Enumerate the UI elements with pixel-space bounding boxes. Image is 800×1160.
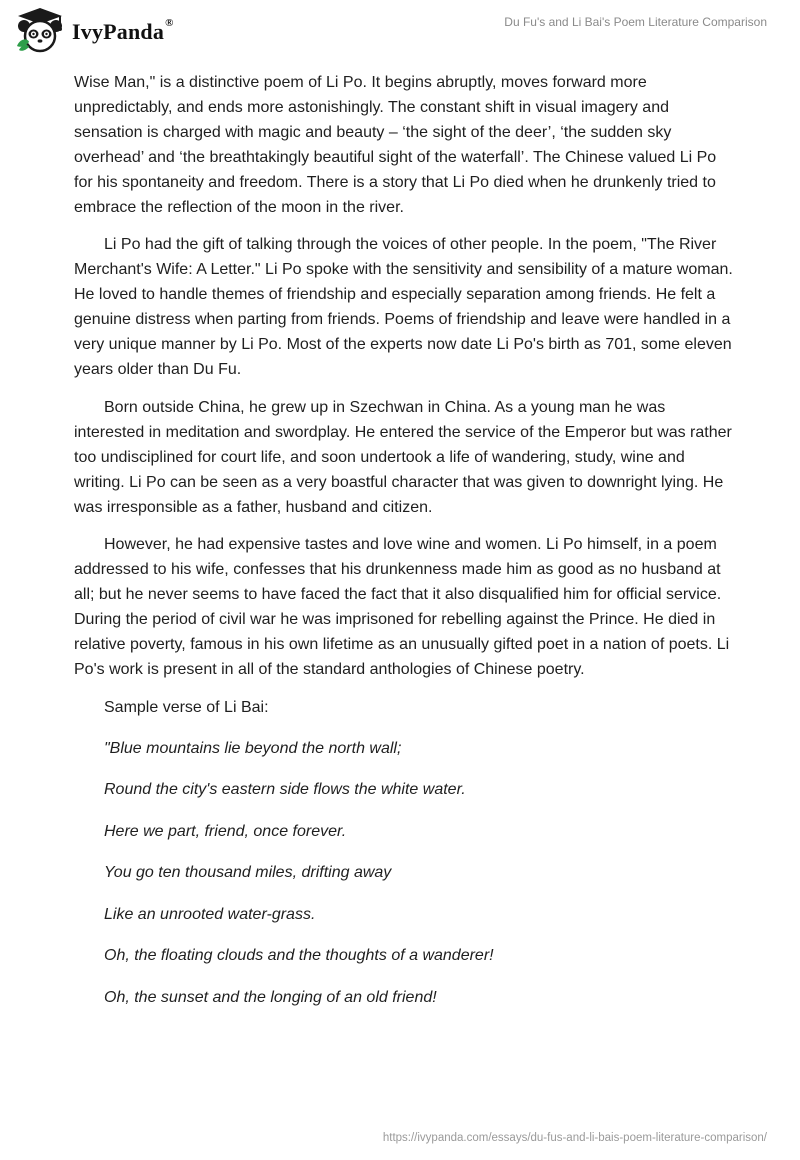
document-title: Du Fu's and Li Bai's Poem Literature Comparison bbox=[504, 15, 767, 29]
verse-line: Round the city's eastern side flows the white water. bbox=[104, 781, 466, 799]
page-header bbox=[0, 0, 800, 70]
verse-line: "Blue mountains lie beyond the north wall; bbox=[104, 739, 402, 757]
paragraph: Li Po had the gift of talking through the voices of other people. In the poem, "The River Merchant's Wife: A Letter." Li Po spoke with the sensitivity and sensibility of a mature woman. He loved to handle themes of friendship and especially separation among friends. He felt a genuine distress when parting from friends. Poems of friendship and leave were handled in a very unique manner by Li Po. Most of the experts now date Li Po's birth as 701, some eleven years older than Du Fu. bbox=[74, 236, 733, 378]
verse-line: Oh, the sunset and the longing of an old friend! bbox=[104, 988, 437, 1006]
essay-body bbox=[74, 71, 734, 1027]
verse-intro: Sample verse of Li Bai: bbox=[104, 698, 269, 716]
paragraph: However, he had expensive tastes and love wine and women. Li Po himself, in a poem addressed to his wife, confesses that his drunkenness made him as good as no husband at all; but he never seems to have faced the fact that it also disqualified him for official service. During the period of civil war he was imprisoned for rebelling against the Prince. He died in relative poverty, famous in his own lifetime as an unusually gifted poet in a nation of poets. Li Po's work is present in all of the standard anthologies of Chinese poetry. bbox=[74, 536, 730, 678]
verse-line: Here we part, friend, once forever. bbox=[104, 822, 347, 840]
source-url-link[interactable]: https://ivypanda.com/essays/du-fus-and-li-bais-poem-literature-comparison/ bbox=[382, 1132, 767, 1144]
brand-name: IvyPanda® bbox=[72, 17, 174, 44]
panda-logo-icon bbox=[14, 6, 66, 54]
paragraph: Born outside China, he grew up in Szechwan in China. As a young man he was interested in meditation and swordplay. He entered the service of the Emperor but was rather too undisciplined for court life, and soon undertook a life of wandering, study, wine and writing. Li Po can be seen as a very boastful character that was given to downright lying. He was irresponsible as a father, husband and citizen. bbox=[74, 398, 732, 516]
ivypanda-logo[interactable] bbox=[14, 6, 174, 54]
verse-line: You go ten thousand miles, drifting away bbox=[104, 864, 392, 882]
verse-line: Oh, the floating clouds and the thoughts of a wanderer! bbox=[104, 947, 494, 965]
paragraph: Wise Man," is a distinctive poem of Li Po. It begins abruptly, moves forward more unpredictably, and ends more astonishingly. The constant shift in visual imagery and sensation is charged with magic and beauty – ‘the sight of the deer’, ‘the sudden sky overhead’ and ‘the breathtakingly beautiful sight of the waterfall’. The Chinese valued Li Po for his spontaneity and freedom. There is a story that Li Po died when he drunkenly tried to embrace the reflection of the moon in the river. bbox=[74, 74, 717, 216]
verse-line: Like an unrooted water-grass. bbox=[104, 905, 316, 923]
